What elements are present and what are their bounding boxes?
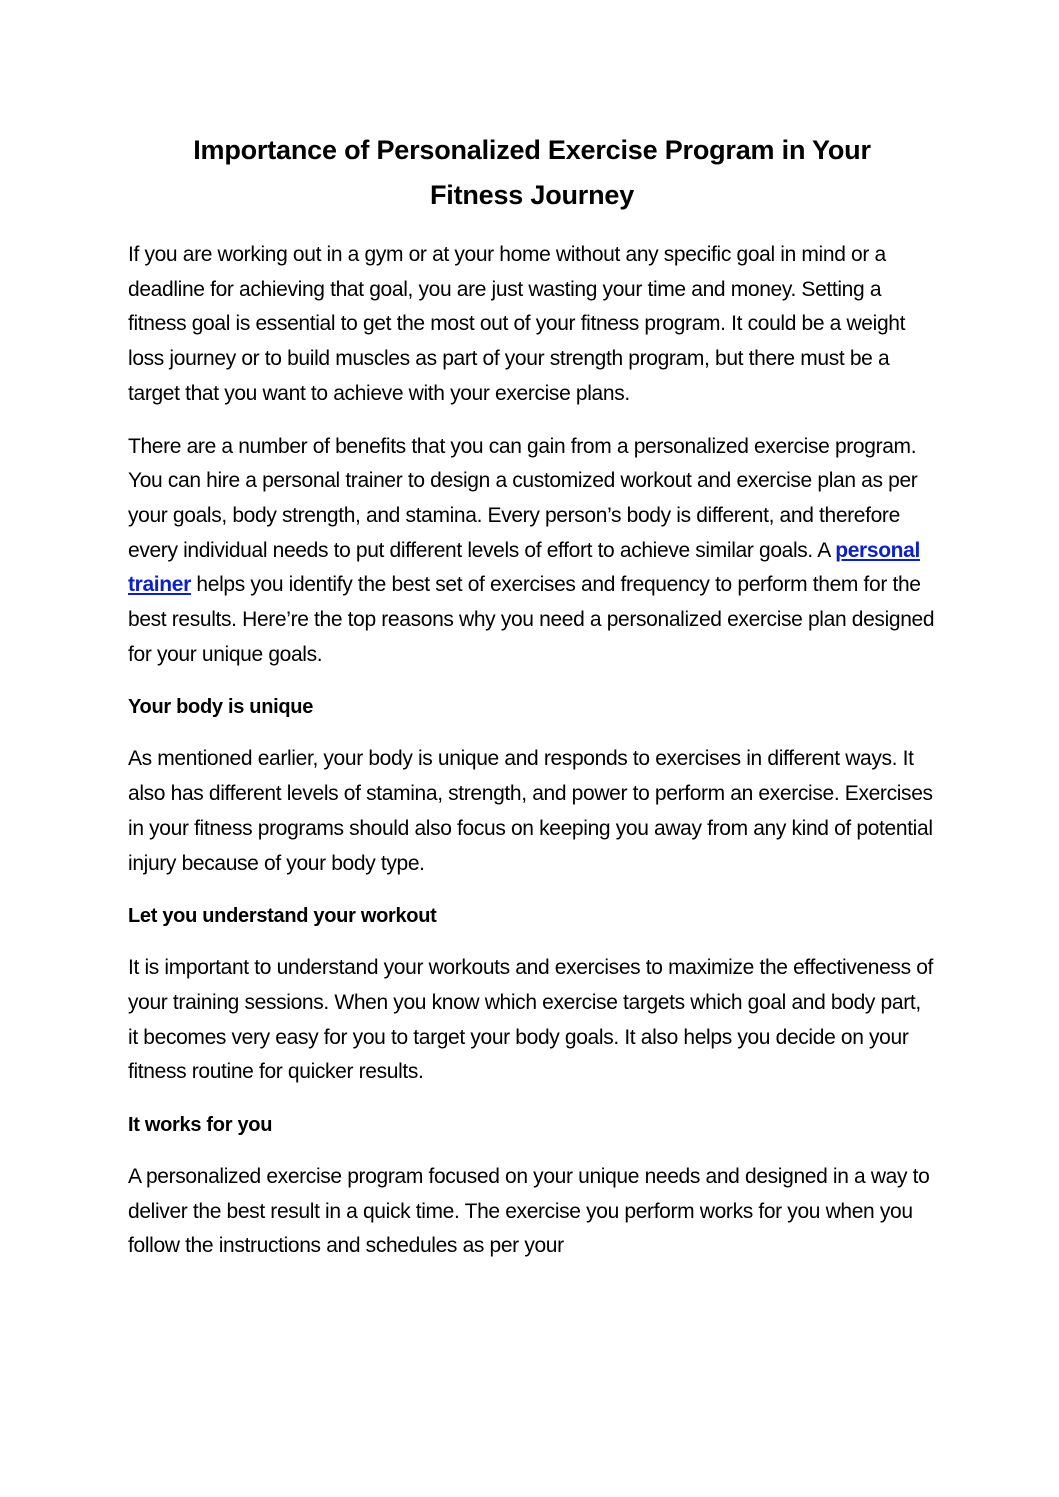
title-line-1: Importance of Personalized Exercise Program in Your bbox=[193, 135, 871, 165]
body-unique-paragraph: As mentioned earlier, your body is unique and responds to exercises in different ways. It also has different levels of stamina, strength, and power to perform an exercise. Exercises in your fitness programs should also focus on keeping you away from any kind of potential injury because of your body type. bbox=[128, 747, 933, 875]
benefits-paragraph bbox=[128, 430, 936, 673]
intro-paragraph: If you are working out in a gym or at your home without any specific goal in mind or a deadline for achieving that goal, you are just wasting your time and money. Setting a fitness goal is essential to get the most out of your fitness program. It could be a weight loss journey or to build muscles as part of your strength program, but there must be a target that you want to achieve with your exercise plans. bbox=[128, 243, 906, 405]
document-title bbox=[128, 128, 936, 218]
section-heading-works-for-you: It works for you bbox=[128, 1114, 273, 1137]
title-line-2: Fitness Journey bbox=[429, 180, 635, 210]
personal-trainer-link[interactable]: personal trainer bbox=[128, 538, 920, 597]
understand-workout-paragraph: It is important to understand your workouts and exercises to maximize the effectiveness of your training sessions. When you know which exercise targets which goal and body part, it becomes very easy for you to target your body goals. It also helps you decide on your fitness routine for quicker results. bbox=[128, 956, 934, 1084]
section-heading-understand-workout: Let you understand your workout bbox=[128, 905, 437, 928]
section-heading-body-unique: Your body is unique bbox=[128, 696, 314, 719]
benefits-text-before-link: There are a number of benefits that you can gain from a personalized exercise program. You can hire a personal trainer to design a customized workout and exercise plan as per your goals, body strength, and stamina. Every person’s body is different, and therefore every individual needs to put different levels of effort to achieve similar goals. A bbox=[128, 434, 918, 562]
works-for-you-paragraph: A personalized exercise program focused on your unique needs and designed in a way to deliver the best result in a quick time. The exercise you perform works for you when you follow the instructions and schedules as per your bbox=[128, 1165, 930, 1258]
document-body bbox=[128, 128, 936, 1264]
benefits-text-after-link: helps you identify the best set of exercises and frequency to perform them for the best results. Here’re the top reasons why you need a personalized exercise plan designed for your unique goals. bbox=[128, 573, 935, 666]
